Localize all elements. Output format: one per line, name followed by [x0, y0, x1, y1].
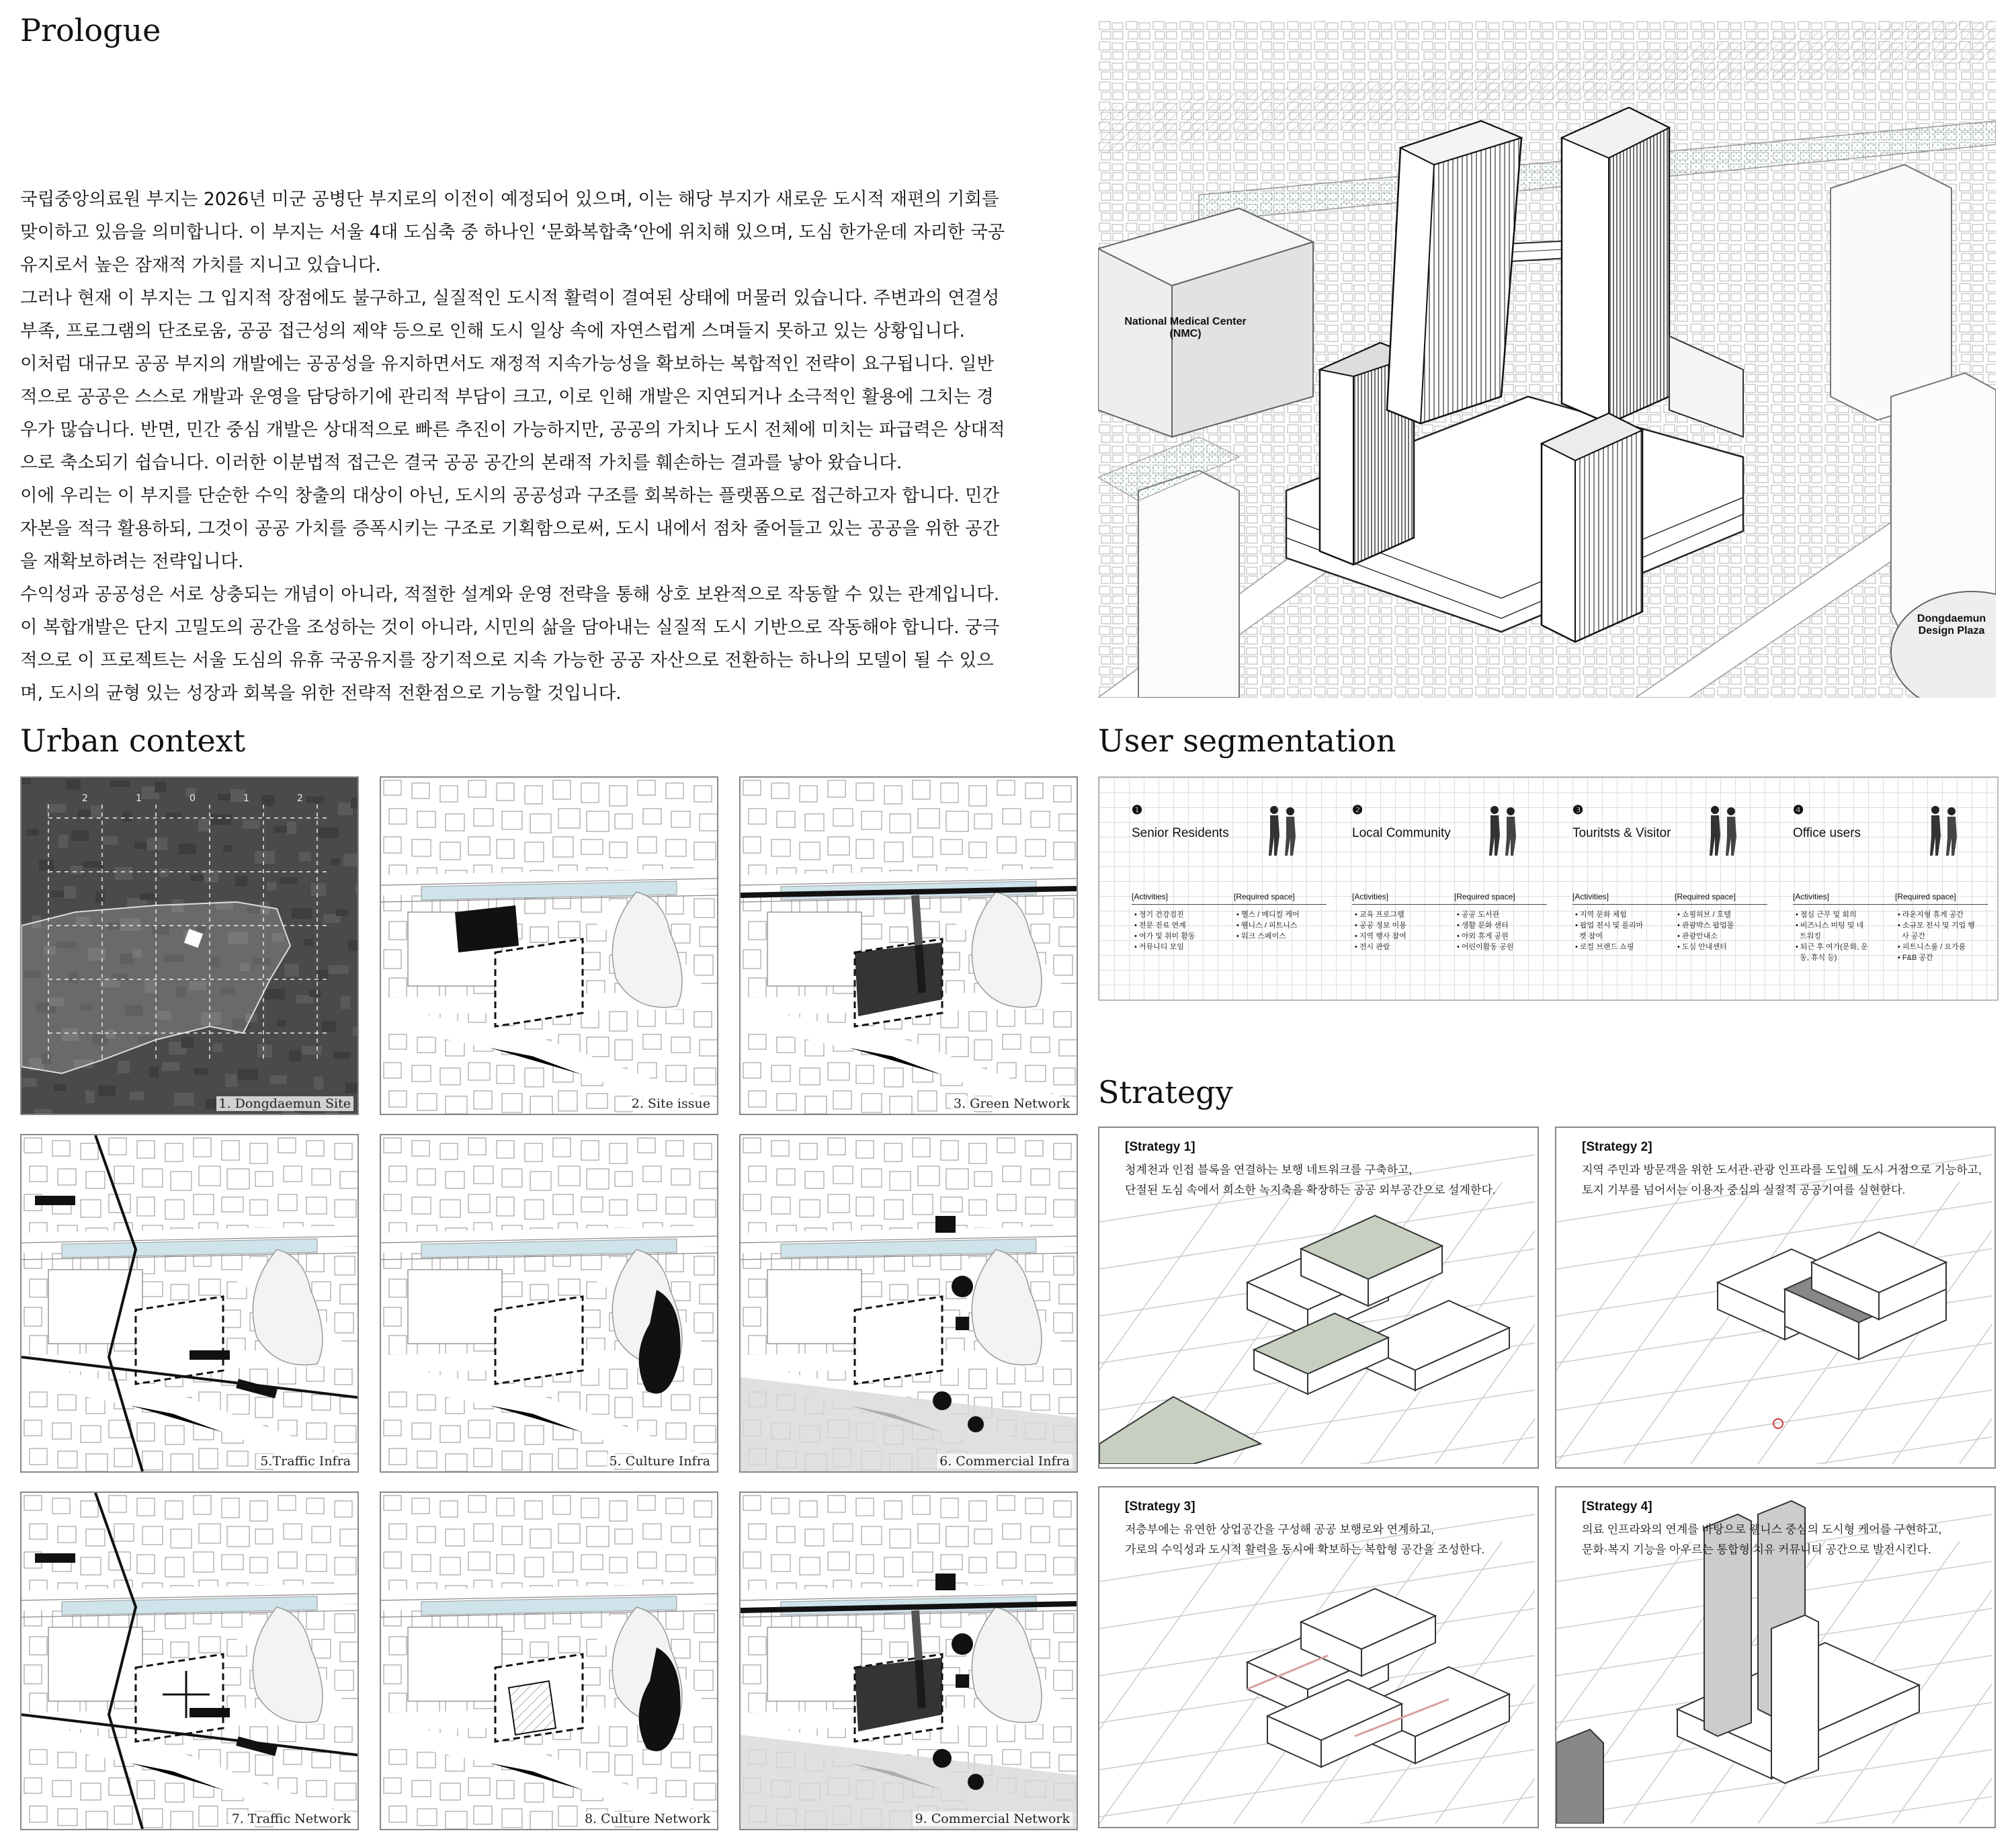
prologue-line: 부족, 프로그램의 단조로움, 공공 접근성의 제약 등으로 인해 도시 일상 속에 자연스럽게 스며들지 못하고 있는 상황입니다.: [20, 321, 965, 341]
strategy-text: 청계천과 인접 블록을 연결하는 보행 네트워크를 구축하고,: [1125, 1163, 1413, 1176]
strategy-text: 문화·복지 기능을 아우르는 통합형 치유 커뮤니티 공간으로 발전시킨다.: [1582, 1543, 1931, 1556]
activity-item: • 전문 진료 연계: [1134, 922, 1186, 930]
prologue-line: 국립중앙의료원 부지는 2026년 미군 공병단 부지로의 이전이 예정되어 있으며, 이는 해당 부지가 새로운 도시적 재편의 기회를: [20, 189, 999, 210]
map-caption: 5. Culture Infra: [607, 1454, 713, 1469]
space-item: 사 공간: [1898, 932, 1926, 940]
space-item: • 관광박스 팝업몰: [1677, 922, 1734, 930]
activity-item: • 로컬 브랜드 쇼핑: [1575, 943, 1634, 951]
activity-item: • 퇴근 후 여가(문화, 운: [1796, 943, 1868, 951]
activity-item: 트워킹: [1796, 932, 1821, 940]
strategy-label: [Strategy 3]: [1125, 1500, 1195, 1514]
prologue-line: 유지로서 높은 잠재적 가치를 지니고 있습니다.: [20, 255, 381, 276]
space-item: • 관광안내소: [1677, 932, 1718, 940]
strategy-text: 가로의 수익성과 도시적 활력을 동시에 확보하는 복합형 공간을 조성한다.: [1125, 1543, 1485, 1556]
activity-item: • 점심 근무 및 회의: [1796, 911, 1857, 919]
strategy-panel-1: [1098, 1127, 1539, 1469]
map-drawing: [381, 1135, 717, 1471]
required-space-list: [1236, 909, 1331, 942]
map-caption: 3. Green Network: [951, 1096, 1073, 1111]
map-caption: 7. Traffic Network: [229, 1811, 353, 1826]
label-ddp: Dongdaemun Design Plaza: [1917, 613, 1986, 637]
map-caption: 2. Site issue: [629, 1096, 713, 1111]
activities-heading: [Activities]: [1793, 892, 1830, 901]
activity-item: • 정기 건강검진: [1134, 911, 1184, 919]
space-item: • 소규모 전시 및 기업 행: [1898, 922, 1975, 930]
map-drawing: [22, 1135, 358, 1471]
urban-map-3: [739, 776, 1078, 1115]
user-segmentation-panel: [1098, 776, 1999, 1001]
required-space-list: [1898, 909, 1992, 963]
space-item: • 워크 스페이스: [1236, 932, 1286, 940]
urban-map-5: [380, 1134, 718, 1473]
space-item: • 헬스 / 메디컬 케어: [1236, 911, 1300, 919]
strategy-label: [Strategy 2]: [1582, 1140, 1652, 1154]
activities-heading: [Activities]: [1352, 892, 1389, 901]
label-nmc: National Medical Center (NMC): [1124, 316, 1247, 339]
segment-number: ❹: [1793, 803, 1804, 817]
activity-item: • 커뮤니티 모임: [1134, 943, 1184, 951]
prologue-line: 자본을 적극 활용하되, 그것이 공공 가치를 증폭시키는 구조로 기획함으로써, 도시 내에서 점차 줄어들고 있는 공공을 위한 공간: [20, 518, 1000, 539]
segment-name: Touritsts & Visitor: [1572, 826, 1671, 840]
prologue-line: 적으로 이 프로젝트는 서울 도심의 유휴 국공유지를 장기적으로 지속 가능한 공공 자산으로 전환하는 하나의 모델이 될 수 있으: [20, 650, 994, 671]
map-drawing: [741, 1493, 1077, 1829]
prologue-line: 그러나 현재 이 부지는 그 입지적 장점에도 불구하고, 실질적인 도시적 활력이 결여된 상태에 머물러 있습니다. 주변과의 연결성: [20, 288, 1000, 309]
prologue-line: 맞이하고 있음을 의미합니다. 이 부지는 서울 4대 도심축 중 하나인 ‘문화복합축’안에 위치해 있으며, 도심 한가운데 자리한 국공: [20, 222, 1005, 243]
space-item: • 웰니스 / 피트니스: [1236, 922, 1298, 930]
user-segmentation-title: User segmentation: [1098, 723, 1396, 759]
prologue-line: 이처럼 대규모 공공 부지의 개발에는 공공성을 유지하면서도 재정적 지속가능성을 확보하는 복합적인 전략이 요구됩니다. 일반: [20, 354, 995, 374]
activities-list: [1355, 909, 1449, 952]
urban-map-2: [380, 776, 718, 1115]
strategy-panel-3: [1098, 1486, 1539, 1828]
svg-text:2: 2: [297, 793, 303, 804]
prologue-title: Prologue: [20, 12, 161, 48]
urban-context-title: Urban context: [20, 723, 246, 759]
segment-card: [1352, 803, 1554, 985]
prologue-line: 을 재확보하려는 전략입니다.: [20, 551, 244, 572]
segment-number: ❸: [1572, 803, 1584, 817]
activity-item: • 비즈니스 미팅 및 네: [1796, 922, 1864, 930]
strategy-title: Strategy: [1098, 1074, 1233, 1110]
space-item: • 공공 도서관: [1457, 911, 1500, 919]
strategy-label: [Strategy 4]: [1582, 1500, 1652, 1514]
activity-item: • 교육 프로그램: [1355, 911, 1404, 919]
people-icon: [1480, 803, 1527, 857]
space-item: • 야외 휴게 공원: [1457, 932, 1509, 940]
svg-text:2: 2: [82, 793, 88, 804]
svg-text:0: 0: [190, 793, 196, 804]
activity-item: • 전시 관람: [1355, 943, 1390, 951]
strategy-text: 지역 주민과 방문객을 위한 도서관·관광 인프라를 도입해 도시 거점으로 기능하고,: [1582, 1163, 1982, 1176]
hero-drawing: [1098, 20, 1996, 698]
activity-item: 켓 참여: [1575, 932, 1603, 940]
space-item: • 라운지형 휴게 공간: [1898, 911, 1964, 919]
strategy-text: 단절된 도심 속에서 희소한 녹지축을 확장하는 공공 외부공간으로 설계한다.: [1125, 1184, 1496, 1196]
activities-heading: [Activities]: [1572, 892, 1609, 901]
map-drawing: [381, 778, 717, 1114]
required-space-list: [1457, 909, 1551, 952]
prologue-text: [20, 183, 1075, 710]
activities-list: [1134, 909, 1228, 952]
map-drawing: [22, 1493, 358, 1829]
hero-axonometric: [1098, 20, 1996, 698]
urban-context-grid: [20, 776, 1075, 1825]
space-item: • 생활 문화 센터: [1457, 922, 1509, 930]
prologue-line: 적으로 공공은 스스로 개발과 운영을 담당하기에 관리적 부담이 크고, 이로 인해 개발은 지연되거나 소극적인 활용에 그치는 경: [20, 386, 994, 407]
urban-map-1: [20, 776, 359, 1115]
activity-item: • 지역 문화 체험: [1575, 911, 1627, 919]
map-caption: 5.Traffic Infra: [257, 1454, 353, 1469]
segment-number: ❶: [1132, 803, 1143, 817]
strategy-panel-4: [1555, 1486, 1996, 1828]
map-drawing: [381, 1493, 717, 1829]
urban-map-6: [739, 1134, 1078, 1473]
required-space-heading: [Required space]: [1454, 892, 1515, 901]
space-item: • 도심 안내센터: [1677, 943, 1727, 951]
map-drawing: [22, 778, 358, 1114]
space-item: • 쇼핑허브 / 호텔: [1677, 911, 1731, 919]
urban-map-4: [20, 1134, 359, 1473]
urban-map-8: [380, 1491, 718, 1830]
activity-item: • 팝업 전시 및 플리마: [1575, 922, 1644, 930]
strategy-label: [Strategy 1]: [1125, 1140, 1195, 1154]
segment-card: [1132, 803, 1333, 985]
map-caption: 9. Commercial Network: [913, 1811, 1073, 1826]
strategy-text: 저층부에는 유연한 상업공간을 구성해 공공 보행로와 연계하고,: [1125, 1523, 1435, 1536]
segment-name: Office users: [1793, 826, 1861, 840]
map-drawing: [741, 1135, 1077, 1471]
prologue-line: 으로 축소되기 쉽습니다. 이러한 이분법적 접근은 결국 공공 공간의 본래적 가치를 훼손하는 결과를 낳아 왔습니다.: [20, 452, 902, 473]
space-item: • 어린이활동 공원: [1457, 943, 1514, 951]
prologue-line: 우가 많습니다. 반면, 민간 중심 개발은 상대적으로 빠른 추진이 가능하지만, 공공의 가치나 도시 전체에 미치는 파급력은 상대적: [20, 419, 1005, 440]
prologue-line: 며, 도시의 균형 있는 성장과 회복을 위한 전략적 전환점으로 기능할 것입니다.: [20, 683, 622, 704]
strategy-text: 토지 기부를 넘어서는 이용자 중심의 실질적 공공기여를 실현한다.: [1582, 1184, 1906, 1196]
svg-text:1: 1: [136, 793, 142, 804]
strategy-panel-2: [1555, 1127, 1996, 1469]
prologue-line: 이에 우리는 이 부지를 단순한 수익 창출의 대상이 아닌, 도시의 공공성과 구조를 회복하는 플랫폼으로 접근하고자 합니다. 민간: [20, 485, 1000, 506]
required-space-heading: [Required space]: [1675, 892, 1736, 901]
activities-list: [1796, 909, 1890, 963]
people-icon: [1259, 803, 1306, 857]
activities-heading: [Activities]: [1132, 892, 1169, 901]
people-icon: [1921, 803, 1968, 857]
prologue-line: 이 복합개발은 단지 고밀도의 공간을 조성하는 것이 아니라, 시민의 삶을 담아내는 실질적 도시 기반으로 작동해야 합니다. 궁극: [20, 617, 1000, 638]
people-icon: [1700, 803, 1747, 857]
urban-map-7: [20, 1491, 359, 1830]
segment-name: Local Community: [1352, 826, 1451, 840]
segment-name: Senior Residents: [1132, 826, 1229, 840]
activity-item: • 지역 행사 참여: [1355, 932, 1406, 940]
strategy-grid: [1098, 1127, 1996, 1826]
map-caption: 6. Commercial Infra: [937, 1454, 1073, 1469]
segment-card: [1572, 803, 1774, 985]
required-space-heading: [Required space]: [1234, 892, 1295, 901]
activity-item: 동, 휴식 등): [1796, 954, 1837, 962]
svg-text:1: 1: [243, 793, 249, 804]
strategy-text: 의료 인프라와의 연계를 바탕으로 웰니스 중심의 도시형 케어를 구현하고,: [1582, 1523, 1942, 1536]
segment-number: ❷: [1352, 803, 1363, 817]
prologue-line: 수익성과 공공성은 서로 상충되는 개념이 아니라, 적절한 설계와 운영 전략을 통해 상호 보완적으로 작동할 수 있는 관계입니다.: [20, 584, 1000, 605]
activity-item: • 공공 정보 이용: [1355, 922, 1406, 930]
segment-card: [1793, 803, 1994, 985]
activity-item: • 여가 및 취미 활동: [1134, 932, 1195, 940]
required-space-list: [1677, 909, 1771, 952]
space-item: • 피트니스룸 / 요가룸: [1898, 943, 1966, 951]
required-space-heading: [Required space]: [1895, 892, 1956, 901]
map-drawing: [741, 778, 1077, 1114]
map-caption: 8. Culture Network: [582, 1811, 713, 1826]
map-caption: 1. Dongdaemun Site: [216, 1096, 353, 1111]
space-item: • F&B 공간: [1898, 954, 1933, 962]
urban-map-9: [739, 1491, 1078, 1830]
activities-list: [1575, 909, 1669, 952]
